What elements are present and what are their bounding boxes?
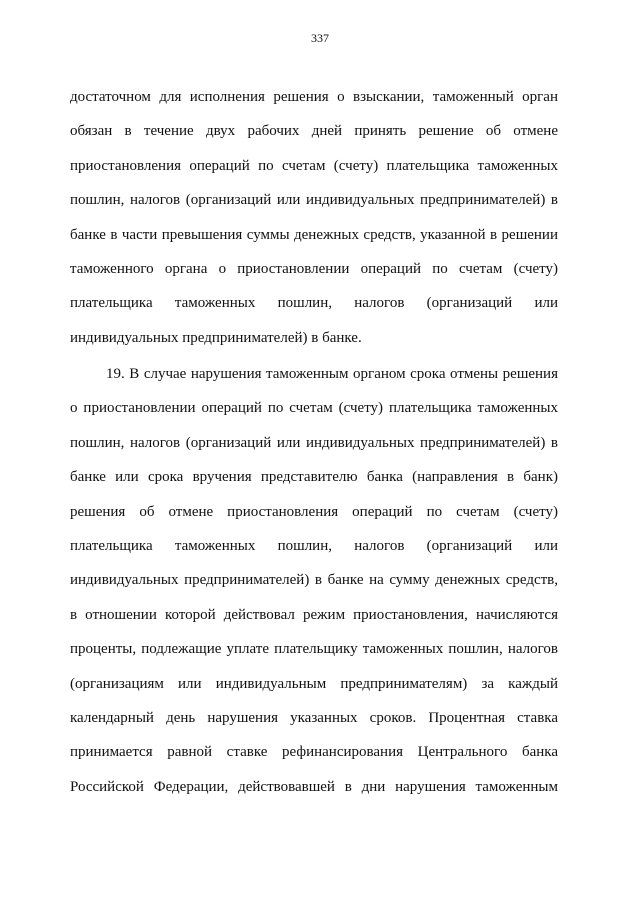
text-line: индивидуальных предпринимателей) в банке.: [70, 329, 362, 346]
text-line: плательщика таможенных пошлин, налогов (организаций или: [70, 295, 558, 312]
text-line: решения об отмене приостановления операций по счетам (счету): [70, 503, 558, 520]
text-line: плательщика таможенных пошлин, налогов (организаций или: [70, 537, 558, 554]
text-line: банке в части превышения суммы денежных средств, указанной в решении: [70, 226, 558, 243]
text-line: 19. В случае нарушения таможенным органом срока отмены решения: [106, 366, 558, 382]
text-line: Российской Федерации, действовавшей в дни нарушения таможенным: [70, 778, 558, 795]
page-number: 337: [311, 31, 329, 45]
text-line: банке или срока вручения представителю банка (направления в банк): [70, 469, 558, 486]
text-line: приостановления операций по счетам (счету) плательщика таможенных: [70, 157, 558, 174]
text-line: пошлин, налогов (организаций или индивидуальных предпринимателей) в: [70, 192, 558, 209]
text-line: таможенного органа о приостановлении операций по счетам (счету): [70, 260, 558, 277]
text-line: о приостановлении операций по счетам (счету) плательщика таможенных: [70, 400, 558, 417]
paragraph-item-19: [70, 357, 558, 804]
paragraph-continuation: [70, 80, 558, 355]
text-line: обязан в течение двух рабочих дней принять решение об отмене: [70, 123, 558, 140]
text-line: календарный день нарушения указанных сроков. Процентная ставка: [70, 709, 558, 726]
text-line: индивидуальных предпринимателей) в банке на сумму денежных средств,: [70, 572, 558, 589]
text-line: пошлин, налогов (организаций или индивидуальных предпринимателей) в: [70, 434, 558, 451]
text-line: проценты, подлежащие уплате плательщику таможенных пошлин, налогов: [70, 641, 558, 658]
text-line: в отношении которой действовал режим приостановления, начисляются: [70, 606, 558, 623]
text-line: (организациям или индивидуальным предпринимателям) за каждый: [70, 675, 558, 692]
text-line: принимается равной ставке рефинансирования Центрального банка: [70, 744, 558, 761]
text-line: достаточном для исполнения решения о взыскании, таможенный орган: [70, 89, 558, 105]
